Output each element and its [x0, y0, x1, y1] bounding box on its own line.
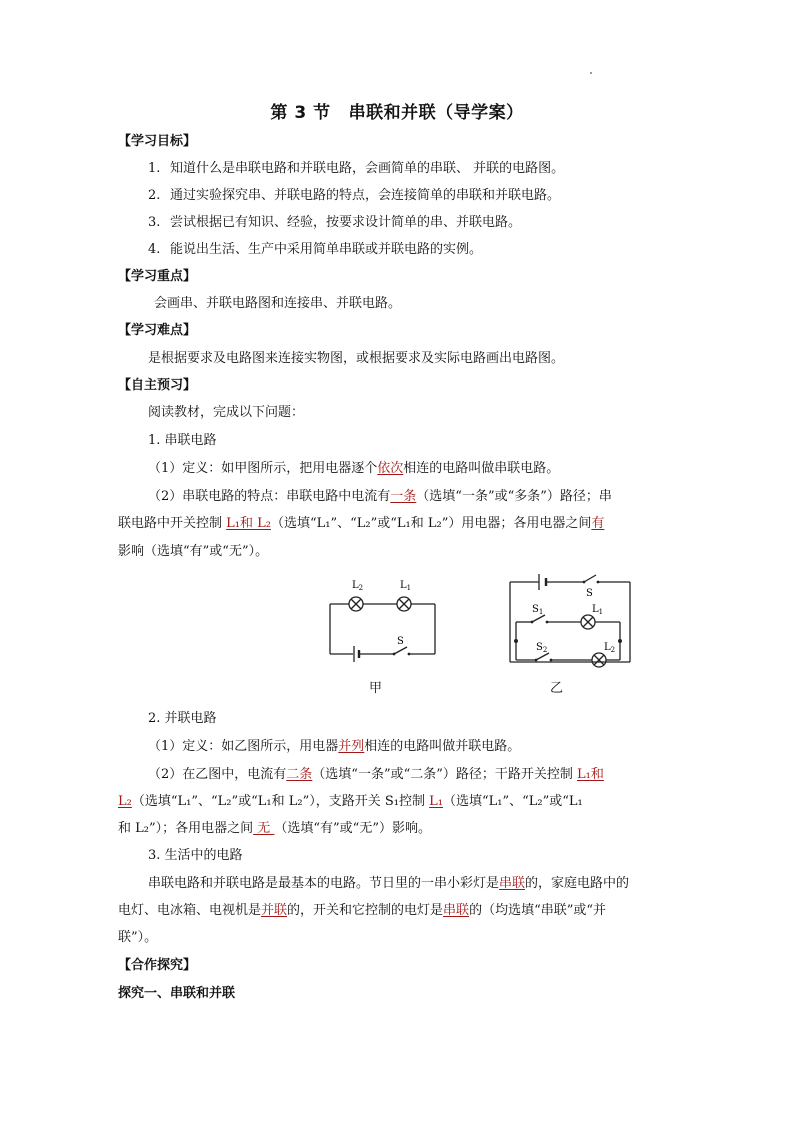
parallel-circuit-diagram — [500, 568, 640, 672]
label-l1: $L_1$ — [400, 580, 412, 592]
goal-num: 1. — [148, 161, 161, 176]
text-run: （2）串联电路的特点：串联电路中电流有 — [148, 489, 391, 504]
text-run: （1）定义：如甲图所示，把用电器逐个 — [148, 461, 378, 476]
answer-blank: 串联 — [499, 876, 526, 891]
label-l2: $L_2$ — [352, 580, 364, 592]
label-s: S — [397, 636, 404, 647]
answer-blank: L₁和 — [577, 767, 604, 782]
parallel-q2-line1 — [148, 766, 604, 784]
parallel-q2-line3 — [118, 820, 431, 838]
switch-s2-pivot-icon — [535, 659, 538, 662]
main-switch-pivot-icon — [583, 581, 586, 584]
label-l2: $L_2$ — [604, 642, 616, 654]
series-definition — [148, 460, 559, 478]
lamp-l1-icon — [397, 597, 411, 611]
series-circuit-diagram — [320, 572, 450, 668]
text-run: （选填“L₁”、“L₂”或“L₁和 L₂”），支路开关 S₁控制 — [131, 794, 430, 809]
section-explore1: 探究一、串联和并联 — [118, 986, 236, 1001]
label-s1: $S_1$ — [532, 604, 544, 616]
series-feature-line2 — [118, 515, 604, 533]
answer-blank: L₁ — [429, 794, 443, 809]
switch-pivot-icon — [393, 653, 396, 656]
text-run: 的（均选填“串联”或“并 — [469, 903, 607, 918]
switch-s1-pivot-icon — [531, 621, 534, 624]
goal-item — [148, 241, 482, 259]
battery-icon — [354, 646, 359, 662]
answer-blank: 并联 — [261, 903, 288, 918]
answer-blank: 一条 — [390, 489, 417, 504]
goal-item — [148, 187, 560, 205]
series-feature-line1 — [148, 488, 612, 506]
answer-blank: L₁和 L₂ — [226, 516, 271, 531]
page-title — [0, 98, 794, 123]
section-goals: 【学习目标】 — [118, 134, 197, 149]
text-run: （2）在乙图中，电流有 — [148, 767, 287, 782]
life-line1 — [148, 875, 629, 893]
section-key: 【学习重点】 — [118, 269, 197, 284]
goal-text: 通过实验探究串、并联电路的特点，会连接简单的串联和并联电路。 — [170, 188, 561, 203]
switch-s2-contact-icon — [550, 659, 553, 662]
answer-blank: 串联 — [443, 903, 470, 918]
main-switch-contact-icon — [597, 581, 600, 584]
text-run: （选填“有”或“无”）影响。 — [274, 821, 431, 836]
section-difficulty: 【学习难点】 — [118, 323, 197, 338]
text-run: （选填“L₁”、“L₂”或“L₁ — [443, 794, 583, 809]
series-heading: 1. 串联电路 — [148, 433, 217, 448]
junction-right-icon — [618, 639, 622, 643]
goal-num: 3. — [148, 215, 161, 230]
text-run: 和 L₂”）；各用电器之间 — [118, 821, 254, 836]
parallel-definition — [148, 738, 520, 756]
switch-contact-icon — [408, 653, 411, 656]
text-run: 的，开关和它控制的电灯是 — [287, 903, 444, 918]
text-run: 电灯、电冰箱、电视机是 — [118, 903, 262, 918]
life-line3: 联”）。 — [118, 930, 158, 945]
label-s: S — [586, 588, 593, 599]
section-coop: 【合作探究】 — [118, 958, 197, 973]
label-s2: $S_2$ — [536, 642, 548, 654]
text-run: （选填“L₁”、“L₂”或“L₁和 L₂”）用电器；各用电器之间 — [270, 516, 592, 531]
title-chapter: 第 3 节 — [270, 103, 331, 123]
goal-text: 尝试根据已有知识、经验，按要求设计简单的串、并联电路。 — [170, 215, 522, 230]
text-run: （1）定义：如乙图所示，用电器 — [148, 739, 339, 754]
answer-blank: 并列 — [338, 739, 365, 754]
parallel-q2-line2 — [118, 793, 583, 811]
text-run: 串联电路和并联电路是最基本的电路。节日里的一串小彩灯是 — [148, 876, 500, 891]
life-heading: 3. 生活中的电路 — [148, 848, 243, 863]
text-run: （选填“一条”或“二条”）路径；干路开关控制 — [312, 767, 578, 782]
goal-num: 2. — [148, 188, 161, 203]
difficulty-text: 是根据要求及电路图来连接实物图，或根据要求及实际电路画出电路图。 — [148, 351, 565, 366]
parallel-heading: 2. 并联电路 — [148, 711, 217, 726]
answer-blank: 依次 — [377, 461, 404, 476]
text-run: （选填“一条”或“多条”）路径；串 — [416, 489, 612, 504]
section-preview: 【自主预习】 — [118, 378, 197, 393]
text-run: 相连的电路叫做并联电路。 — [364, 739, 521, 754]
text-run: 的，家庭电路中的 — [525, 876, 630, 891]
title-name: 串联和并联（导学案） — [348, 103, 524, 123]
goal-item — [148, 214, 521, 232]
figure-caption-yi: 乙 — [550, 681, 564, 696]
answer-blank: 有 — [591, 516, 605, 531]
goal-item — [148, 160, 564, 178]
scan-dot — [590, 72, 592, 74]
preview-intro: 阅读教材，完成以下问题： — [148, 405, 305, 420]
goal-num: 4. — [148, 242, 161, 257]
lamp-l1-icon — [581, 615, 595, 629]
figure-caption-jia: 甲 — [369, 681, 383, 696]
battery-icon — [539, 574, 546, 590]
life-line2 — [118, 902, 606, 920]
text-run: 相连的电路叫做串联电路。 — [403, 461, 560, 476]
answer-blank: 二条 — [286, 767, 313, 782]
text-run: 联电路中开关控制 — [118, 516, 227, 531]
answer-blank: 无 — [253, 821, 275, 836]
lamp-l2-icon — [592, 653, 606, 667]
answer-blank: L₂ — [118, 794, 132, 809]
switch-s1-contact-icon — [546, 621, 549, 624]
label-l1: $L_1$ — [592, 604, 604, 616]
lamp-l2-icon — [349, 597, 363, 611]
key-text: 会画串、并联电路图和连接串、并联电路。 — [154, 296, 402, 311]
series-feature-line3: 影响（选填“有”或“无”）。 — [118, 544, 269, 559]
junction-left-icon — [514, 639, 518, 643]
goal-text: 知道什么是串联电路和并联电路，会画简单的串联、 并联的电路图。 — [170, 161, 565, 176]
goal-text: 能说出生活、生产中采用简单串联或并联电路的实例。 — [170, 242, 483, 257]
